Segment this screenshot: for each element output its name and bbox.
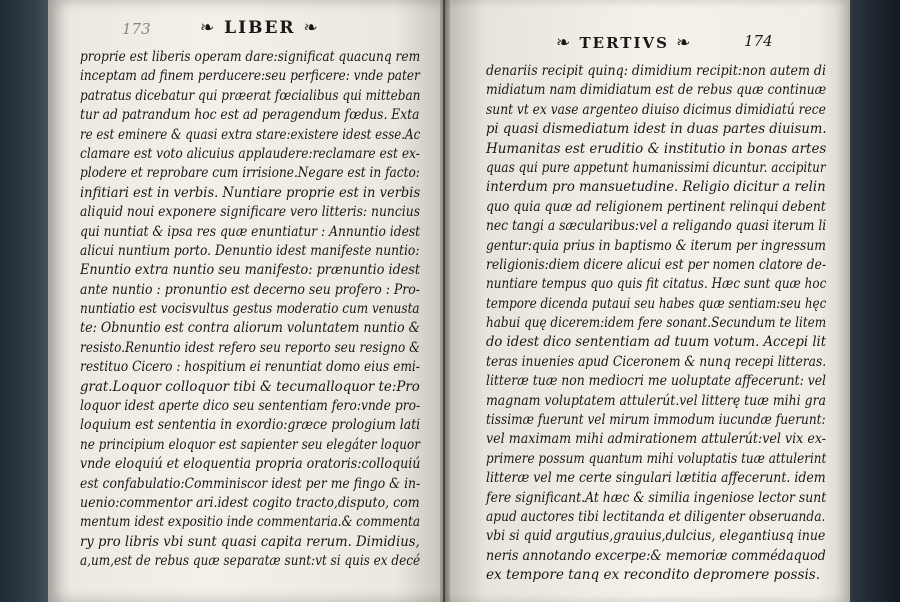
text-line: inceptam ad finem perducere:seu perficere: vnde pater — [80, 68, 420, 85]
text-line: clamare est voto alicuius applaudere:reclamare est ex- — [80, 145, 420, 162]
text-line: vel maximam mihi admirationem attulerút:vel vix ex- — [486, 431, 827, 448]
fleuron-ornament-icon: ❧ — [676, 33, 693, 53]
text-line: nuntiare tempus quo quis fit citatus. Hæc sunt quæ hoc — [486, 276, 827, 293]
text-line: mentum idest expositio inde commentaria.& commenta — [80, 514, 421, 531]
text-line: aliquid noui exponere significare vero litteris: nuncius — [80, 204, 421, 221]
text-line: neris annotando excerpe:& memoriæ commédaquod — [486, 547, 826, 564]
left-page-number: 173 — [122, 20, 151, 38]
text-line: vnde eloquiú et eloquentia propria oratoris:colloquiú — [80, 456, 421, 473]
right-running-head-text: TERTIVS — [579, 34, 669, 52]
fleuron-ornament-icon: ❧ — [303, 18, 320, 38]
text-line: sunt vt ex vase argenteo diuiso dicimus dimidiatú rece — [486, 101, 826, 118]
text-line: te: Obnuntio est contra aliorum voluntatem nuntio & — [80, 320, 420, 337]
text-line: ex tempore tanq ex recondito depromere possis. — [486, 567, 821, 584]
text-line: infitiari est in verbis. Nuntiare proprie est in verbis — [80, 184, 421, 201]
text-line: litteræ vel me certe singulari lætitia affecerunt. idem — [486, 470, 826, 487]
right-page-number: 174 — [744, 32, 773, 50]
text-line: restituo Cicero : hospitium ei renuntiat domo eius emi- — [80, 359, 420, 376]
text-line: quas qui pure appetunt humanissimi dicuntur. accipitur — [486, 159, 826, 176]
text-line: fere significant.At hæc & similia ingeniose lector sunt — [486, 489, 827, 506]
text-line: Humanitas est eruditio & institutio in bonas artes — [486, 140, 827, 157]
text-line: loquium est sententia in exordio:græce prologium lati — [80, 417, 421, 434]
text-line: pi quasi dismediatum idest in duas partes diuisum. — [486, 121, 827, 138]
text-line: resisto.Renuntio idest refero seu reporto seu resigno & — [80, 339, 420, 356]
text-line: gentur:quia prius in baptismo & iterum per ingressum — [486, 237, 826, 254]
right-page-text — [486, 62, 826, 586]
text-line: a,um,est de rebus quæ separatæ sunt:vt si quis ex decé — [80, 553, 421, 570]
text-line: primere possum quantum mihi voluptatis tuæ attulerint — [486, 450, 827, 467]
text-line: habui quę dicerem:idem fere sonant.Secundum te litem — [486, 315, 827, 332]
text-line: tempore dicenda putaui seu habes quæ sentiam:seu hęc — [486, 295, 827, 312]
text-line: teras inuenies apud Ciceronem & nunq recepi litteras. — [486, 353, 827, 370]
text-line: litteræ tuæ non mediocri me uoluptate affecerunt: vel — [486, 373, 827, 390]
left-page-text — [80, 48, 420, 572]
fleuron-ornament-icon: ❧ — [556, 33, 573, 53]
text-line: apud auctores tibi lectitanda et diligenter obseruanda. — [486, 508, 826, 525]
text-line: interdum pro mansuetudine. Religio dicitur a relin — [486, 179, 826, 196]
text-line: nuntiatio est vocisvultus gestus moderatio cum venusta — [80, 301, 420, 318]
text-line: patratus dicebatur qui præerat fœcialibus qui mitteban — [80, 87, 421, 104]
text-line: nec tangi a sæcularibus:vel a religando quasi iterum li — [486, 218, 827, 235]
text-line: plodere et reprobare cum irrisione.Negare est in facto: — [80, 165, 420, 182]
text-line: ne principium eloquor est sapienter seu elegáter loquor — [80, 436, 420, 453]
left-running-head-text: LIBER — [224, 18, 296, 38]
text-line: midiatum nam dimidiatum est de rebus quæ continuæ — [486, 82, 827, 99]
text-line: re est eminere & quasi extra stare:existere idest esse.Ac — [80, 126, 421, 143]
text-line: uenio:commentor ari.idest cogito tracto,disputo, com — [80, 494, 420, 511]
text-line: alicui nuntium porto. Denuntio idest manifeste nuntio: — [80, 242, 420, 259]
text-line: est confabulatio:Comminiscor idest per me fingo & in- — [80, 475, 421, 492]
text-line: religionis:diem dicere alicui est per nomen clatore de- — [486, 256, 827, 273]
text-line: magnam voluptatem attulerút.vel litterę tuæ mihi gra — [486, 392, 826, 409]
text-line: loquor idest aperte dico seu sententiam fero:vnde pro- — [80, 398, 421, 415]
book-gutter — [440, 0, 450, 602]
left-running-head — [200, 18, 320, 38]
text-line: ry pro libris vbi sunt quasi capita rerum. Dimidius, — [80, 533, 420, 550]
fleuron-ornament-icon: ❧ — [200, 18, 217, 38]
text-line: vbi si quid argutius,grauius,dulcius, elegantiusq inue — [486, 528, 826, 545]
text-line: proprie est liberis operam dare:significat quacunq rem — [80, 49, 421, 65]
text-line: quo quia quæ ad religionem pertinent relinqui debent — [486, 198, 826, 215]
text-line: ante nuntio : pronuntio est decerno seu profero : Pro- — [80, 281, 421, 298]
text-line: tissimæ fuerunt vel mirum immodum iucundæ fuerunt: — [486, 412, 826, 429]
text-line: Enuntio extra nuntio seu manifesto: prænuntio idest — [80, 262, 420, 279]
right-running-head — [556, 33, 692, 53]
text-line: grat.Loquor colloquor tibi & tecumalloquor te:Pro — [80, 378, 420, 395]
text-line: qui nuntiat & ipsa res quæ enuntiatur : Annuntio idest — [80, 223, 421, 240]
text-line: do idest dico sententiam ad tuum votum. Accepi lit — [486, 334, 827, 351]
text-line: tur ad patrandum hoc est ad peragendum fœdus. Exta — [80, 107, 420, 124]
text-line: denariis recipit quinq: dimidium recipit:non autem di — [486, 63, 826, 79]
